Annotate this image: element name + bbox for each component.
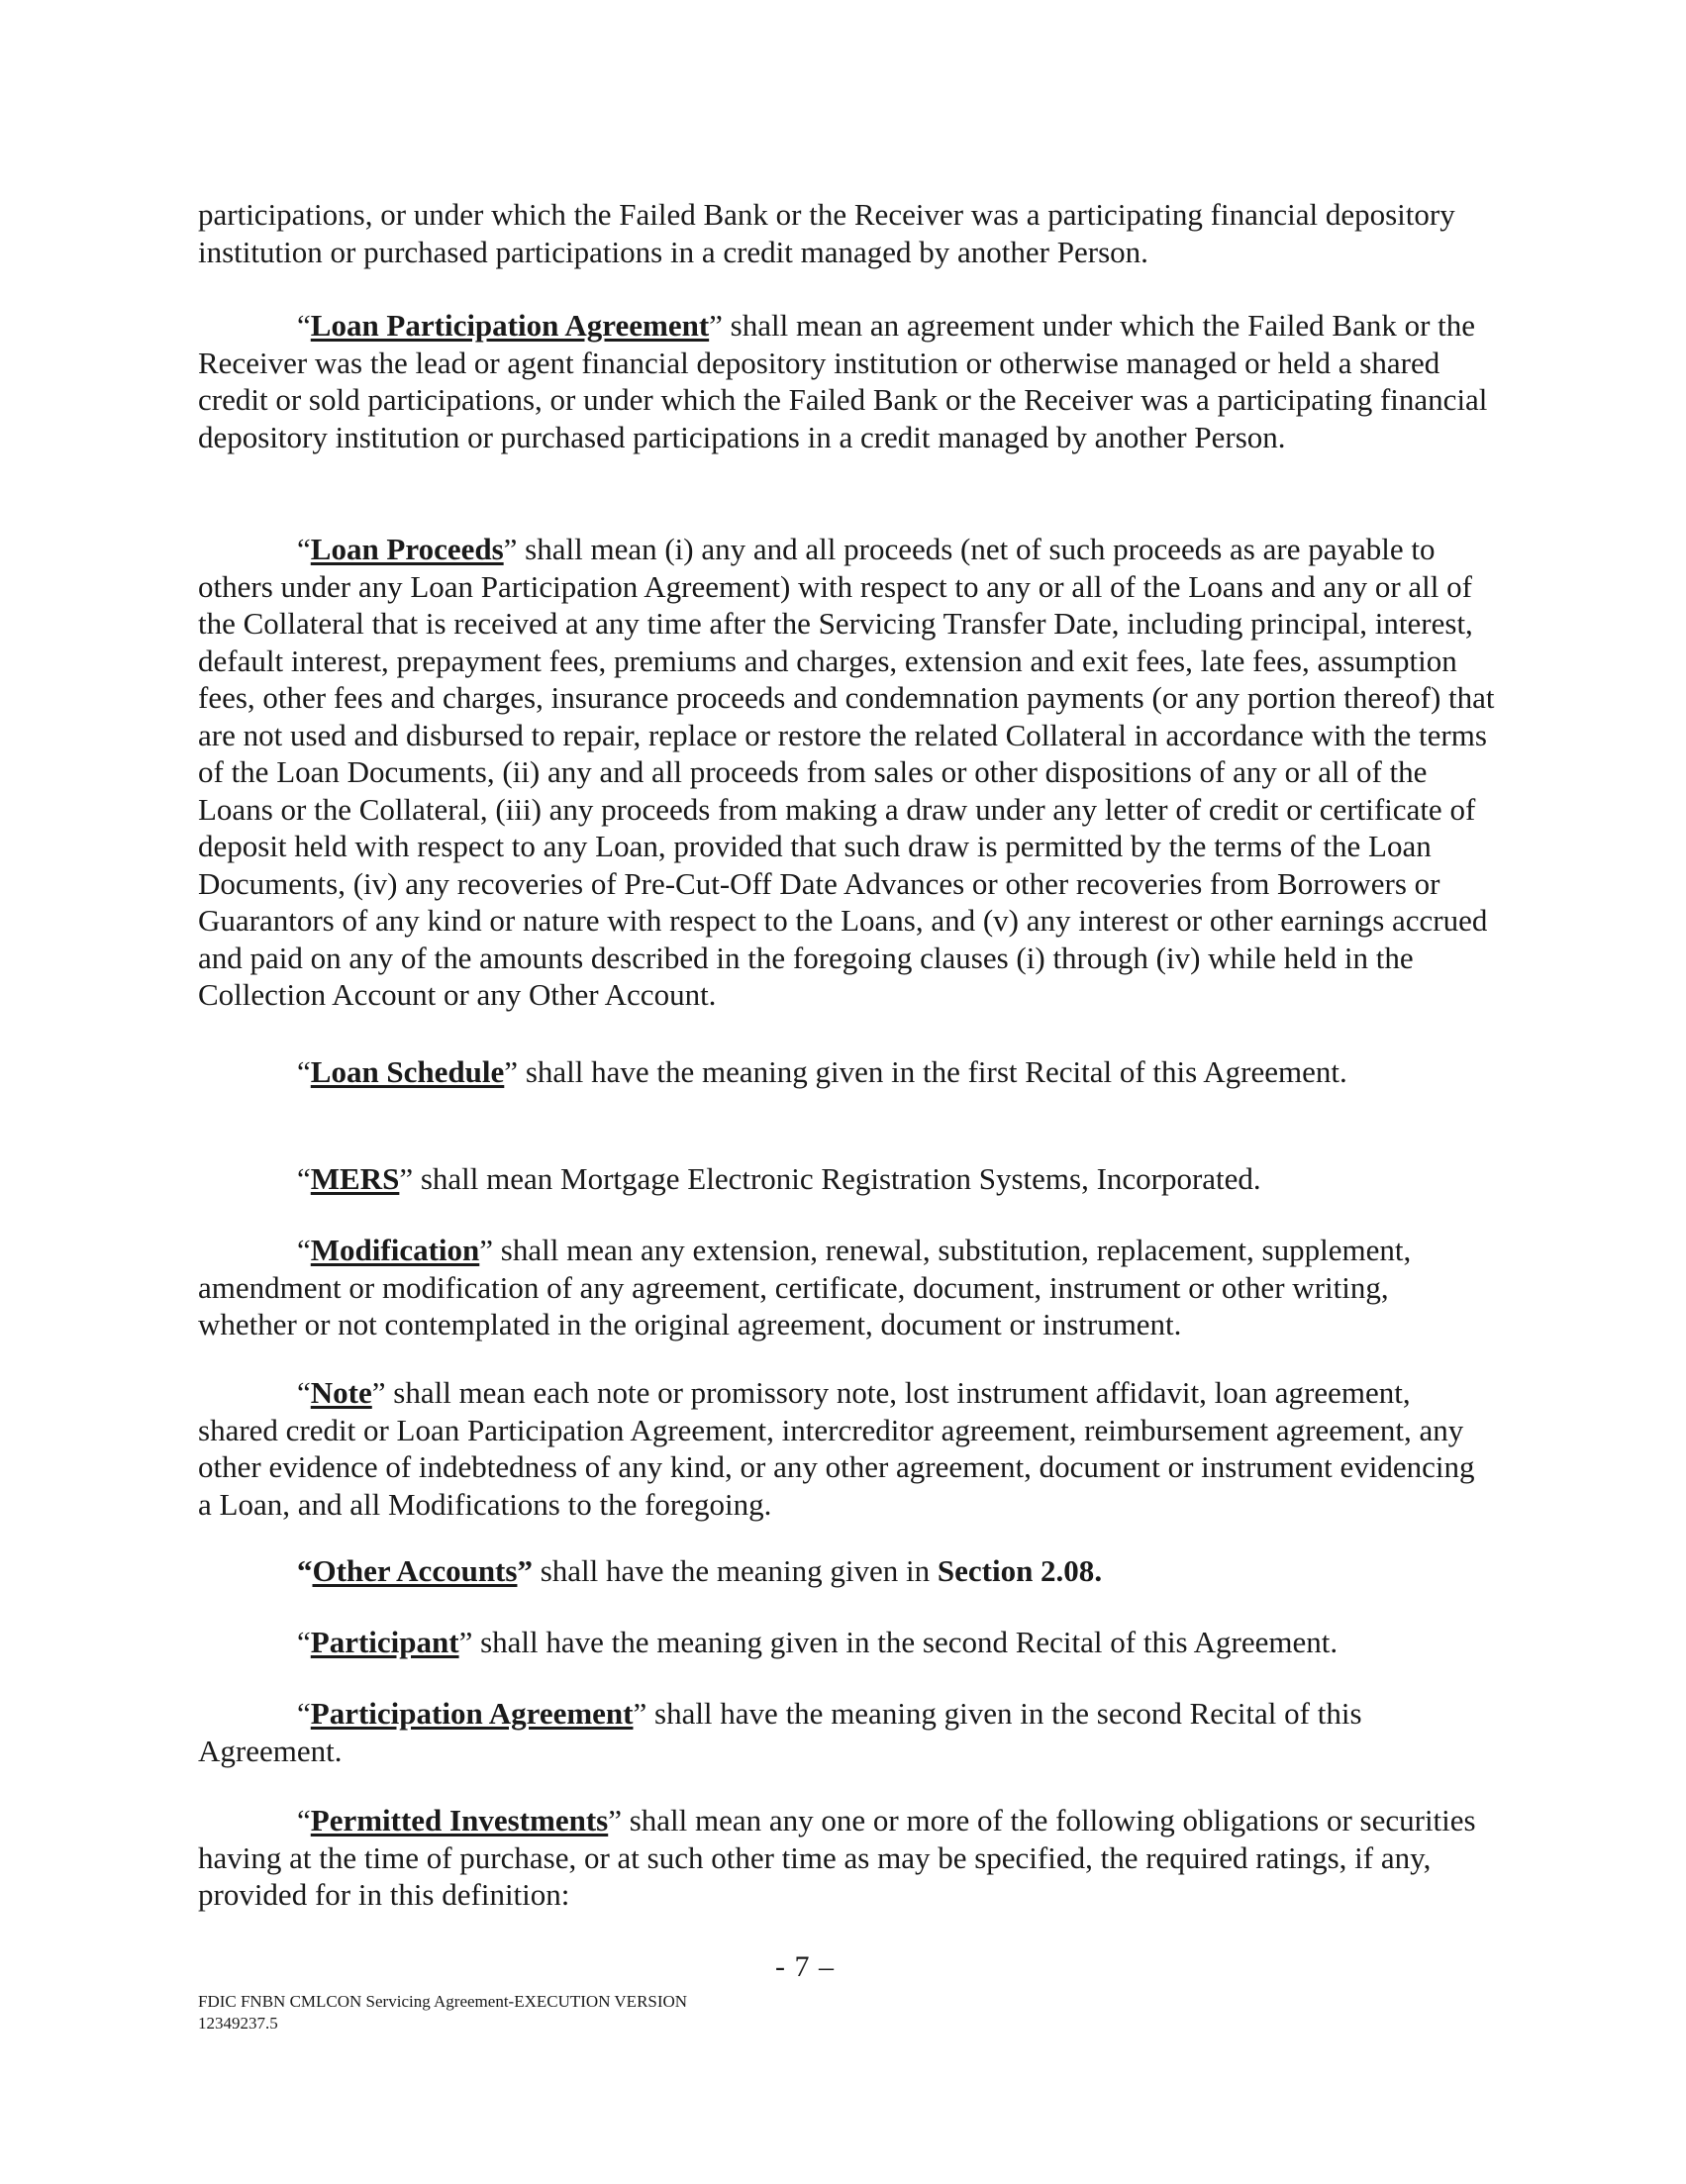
definition-loan-participation-agreement (198, 307, 1495, 455)
close-quote: ” (458, 1625, 473, 1659)
definition-modification (198, 1232, 1495, 1343)
definition-participant (198, 1624, 1495, 1661)
definition-text: shall mean an agreement under which the Failed Bank or the Receiver was the lead or agent financial depository institution or otherwise managed or held a shared credit or sold participations, or under which the Failed Bank or the Receiver was a participating financial depository institution or purchased participations in a credit managed by another Person. (198, 308, 1488, 454)
close-quote: ” (517, 1553, 533, 1588)
defined-term: Loan Participation Agreement (310, 308, 710, 343)
defined-term: Participation Agreement (310, 1696, 634, 1731)
definition-text: shall mean Mortgage Electronic Registration Systems, Incorporated. (413, 1161, 1261, 1196)
definition-paragraph (198, 1552, 1495, 1590)
definition-paragraph (198, 1232, 1495, 1343)
intro-paragraph: participations, or under which the Failed Bank or the Receiver was a participating financial depository institution or purchased participations in a credit managed by another Person. (198, 197, 1455, 269)
close-quote: ” (479, 1233, 494, 1267)
open-quote: “ (297, 1553, 313, 1588)
definition-text: shall have the meaning given in (532, 1553, 938, 1588)
definition-text: shall mean any one or more of the following obligations or securities having at the time of purchase, or at such other time as may be specified, the required ratings, if any, provided for in this definition: (198, 1803, 1476, 1912)
definition-paragraph (198, 307, 1495, 455)
definition-loan-proceeds (198, 531, 1495, 1014)
definition-text: shall have the meaning given in the first Recital of this Agreement. (518, 1054, 1347, 1089)
definition-other-accounts (198, 1552, 1495, 1590)
footer-document-id: 12349237.5 (198, 2014, 278, 2033)
definition-text: shall mean any extension, renewal, substitution, replacement, supplement, amendment or modification of any agreement, certificate, document, instrument or other writing, whether or not contemplated in the original agreement, document or instrument. (198, 1233, 1412, 1341)
open-quote: “ (297, 308, 311, 343)
page-number: - 7 – (775, 1950, 835, 1983)
defined-term: Permitted Investments (310, 1803, 609, 1837)
close-quote: ” (371, 1375, 386, 1410)
close-quote: ” (608, 1803, 622, 1837)
close-quote: ” (503, 532, 518, 566)
open-quote: “ (297, 1375, 311, 1410)
definition-permitted-investments (198, 1802, 1495, 1914)
defined-term: Loan Proceeds (310, 532, 504, 566)
open-quote: “ (297, 1803, 311, 1837)
footer-document-title: FDIC FNBN CMLCON Servicing Agreement-EXECUTION VERSION (198, 1992, 688, 2011)
defined-term: Modification (310, 1233, 480, 1267)
definition-paragraph (198, 1374, 1495, 1523)
open-quote: “ (297, 1161, 311, 1196)
open-quote: “ (297, 1233, 311, 1267)
definition-text: shall mean each note or promissory note, lost instrument affidavit, loan agreement, shared credit or Loan Participation Agreement, intercreditor agreement, reimbursement agreement, any other evidence of indebtedness of any kind, or any other agreement, document or instrument evidencing a Loan, and all Modifications to the foregoing. (198, 1375, 1475, 1522)
open-quote: “ (297, 1625, 311, 1659)
open-quote: “ (297, 1696, 311, 1731)
defined-term: Note (310, 1375, 372, 1410)
open-quote: “ (297, 532, 311, 566)
definition-loan-schedule (198, 1053, 1495, 1091)
defined-term: Participant (310, 1625, 459, 1659)
definition-text-end: . (1094, 1553, 1103, 1588)
definition-paragraph (198, 1624, 1495, 1661)
definition-paragraph (198, 531, 1495, 1014)
intro-paragraph-block (198, 196, 1495, 270)
close-quote: ” (709, 308, 723, 343)
document-footer (198, 1991, 687, 2035)
definition-mers (198, 1160, 1495, 1198)
defined-term: Loan Schedule (310, 1054, 505, 1089)
definition-text: shall have the meaning given in the second Recital of this Agreement. (198, 1696, 1362, 1768)
definition-paragraph (198, 1695, 1495, 1769)
definition-participation-agreement (198, 1695, 1495, 1769)
definition-paragraph (198, 1160, 1495, 1198)
close-quote: ” (633, 1696, 647, 1731)
definition-paragraph (198, 1053, 1495, 1091)
section-reference: Section 2.08 (937, 1553, 1095, 1588)
definition-note (198, 1374, 1495, 1523)
close-quote: ” (399, 1161, 414, 1196)
defined-term: MERS (310, 1161, 400, 1196)
close-quote: ” (504, 1054, 519, 1089)
definition-paragraph (198, 1802, 1495, 1914)
definition-text: shall mean (i) any and all proceeds (net of such proceeds as are payable to others under any Loan Participation Agreement) with respect to any or all of the Loans and any or all of the Collateral that is received at any time after the Servicing Transfer Date, including principal, interest, default interest, prepayment fees, premiums and charges, extension and exit fees, late fees, assumption fees, other fees and charges, insurance proceeds and condemnation payments (or any portion thereof) that are not used and disbursed to repair, replace or restore the related Collateral in accordance with the terms of the Loan Documents, (ii) any and all proceeds from sales or other dispositions of any or all of the Loans or the Collateral, (iii) any proceeds from making a draw under any letter of credit or certificate of deposit held with respect to any Loan, provided that such draw is permitted by the terms of the Loan Documents, (iv) any recoveries of Pre-Cut-Off Date Advances or other recoveries from Borrowers or Guarantors of any kind or nature with respect to the Loans, and (v) any interest or other earnings accrued and paid on any of the amounts described in the foregoing clauses (i) through (iv) while held in the Collection Account or any Other Account. (198, 532, 1495, 1012)
definition-text: shall have the meaning given in the second Recital of this Agreement. (472, 1625, 1339, 1659)
open-quote: “ (297, 1054, 311, 1089)
defined-term: Other Accounts (312, 1553, 518, 1588)
